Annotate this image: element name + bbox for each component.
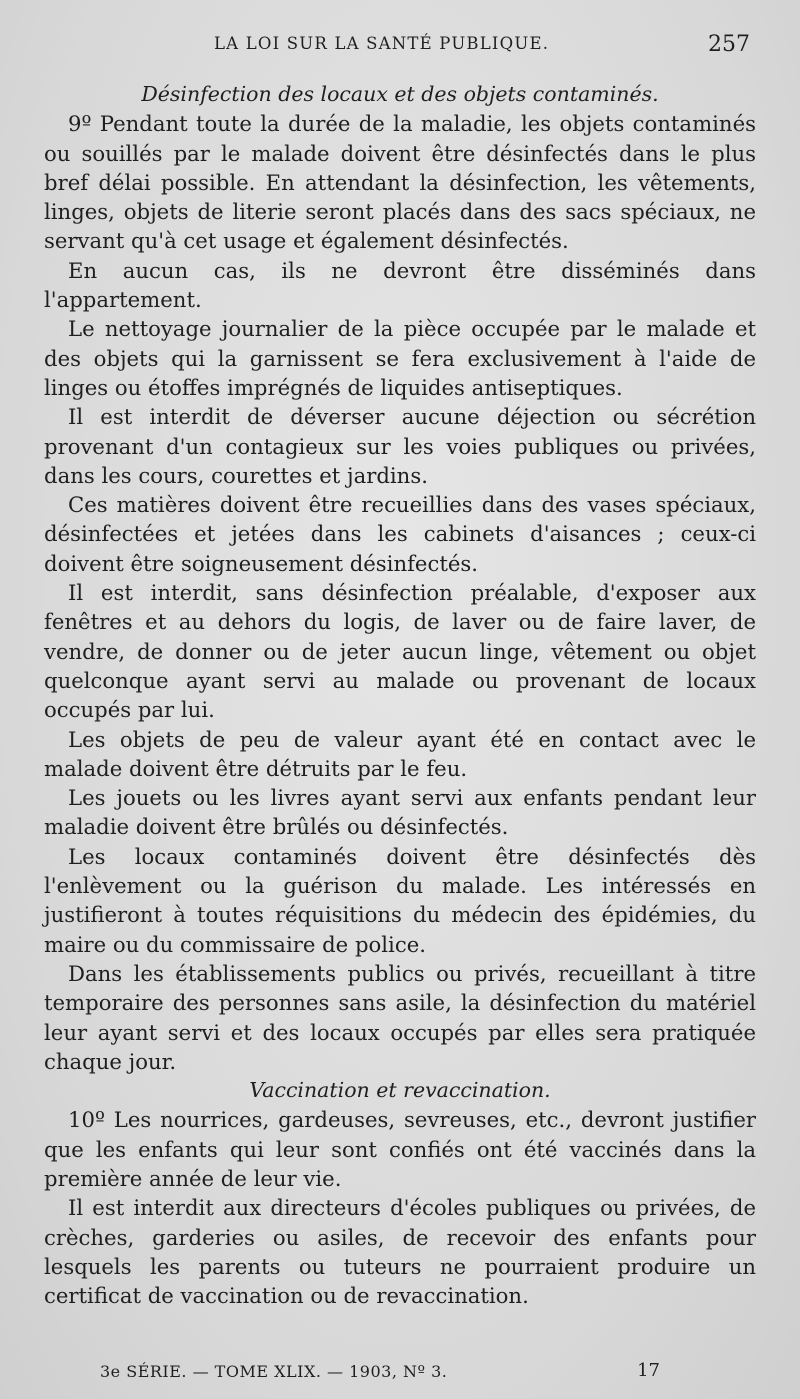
- section-heading-disinfection: Désinfection des locaux et des objets contaminés.: [141, 82, 659, 106]
- paragraph: Il est interdit aux directeurs d'écoles publiques ou privées, de crèches, garderies ou asiles, de recevoir des enfants pour lesquels les parents ou tuteurs ne pourraient produire un certificat de vaccination ou de revaccination.: [44, 1195, 756, 1309]
- sheet-number: 17: [637, 1360, 660, 1381]
- paragraph: En aucun cas, ils ne devront être disséminés dans l'appartement.: [44, 257, 756, 313]
- paragraph: Les objets de peu de valeur ayant été en contact avec le malade doivent être détruits par le feu.: [44, 726, 756, 781]
- section-heading-vaccination: Vaccination et revaccination.: [249, 1078, 551, 1103]
- paragraph: Ces matières doivent être recueillies dans des vases spéciaux, désinfectées et jetées dans les cabinets d'aisances ; ceux-ci doivent être soigneusement désinfectés.: [44, 492, 756, 576]
- signature-line: 3e SÉRIE. — TOME XLIX. — 1903, Nº 3.: [100, 1362, 448, 1381]
- paragraph: 9º Pendant toute la durée de la maladie, les objets contaminés ou souillés par le malade doivent être désinfectés dans le plus bref délai possible. En attendant la désinfection, les vêtements, linges, objets de literie seront placés dans des sacs spéciaux, ne servant qu'à cet usage et également désinfectés.: [44, 111, 756, 254]
- paragraph: Il est interdit, sans désinfection préalable, d'exposer aux fenêtres et au dehors du logis, de laver ou de faire laver, de vendre, de donner ou de jeter aucun linge, vêtement ou objet quelconque ayant servi au malade ou provenant de locaux occupés par lui.: [44, 580, 756, 723]
- paragraph: Le nettoyage journalier de la pièce occupée par le malade et des objets qui la garnissent se fera exclusivement à l'aide de linges ou étoffes imprégnés de liquides antiseptiques.: [44, 316, 756, 400]
- page-footer: [100, 1362, 660, 1388]
- page-number: 257: [708, 32, 750, 57]
- paragraph: Les jouets ou les livres ayant servi aux enfants pendant leur maladie doivent être brûlés ou désinfectés.: [44, 785, 756, 840]
- page-header: [44, 34, 756, 64]
- page-body: [44, 80, 756, 1310]
- running-title: LA LOI SUR LA SANTÉ PUBLIQUE.: [214, 34, 550, 53]
- paragraph: Les locaux contaminés doivent être désinfectés dès l'enlèvement ou la guérison du malade. Les intéressés en justifieront à toutes réquisitions du médecin des épidémies, du maire ou du commissaire de police.: [44, 843, 756, 957]
- paragraph: Il est interdit de déverser aucune déjection ou sécrétion provenant d'un contagieux sur les voies publiques ou privées, dans les cours, courettes et jardins.: [44, 404, 756, 488]
- paragraph: Dans les établissements publics ou privés, recueillant à titre temporaire des personnes sans asile, la désinfection du matériel leur ayant servi et des locaux occupés par elles sera pratiquée chaque jour.: [44, 960, 756, 1074]
- paragraph: 10º Les nourrices, gardeuses, sevreuses, etc., devront justifier que les enfants qui leur sont confiés ont été vaccinés dans la première année de leur vie.: [44, 1107, 756, 1191]
